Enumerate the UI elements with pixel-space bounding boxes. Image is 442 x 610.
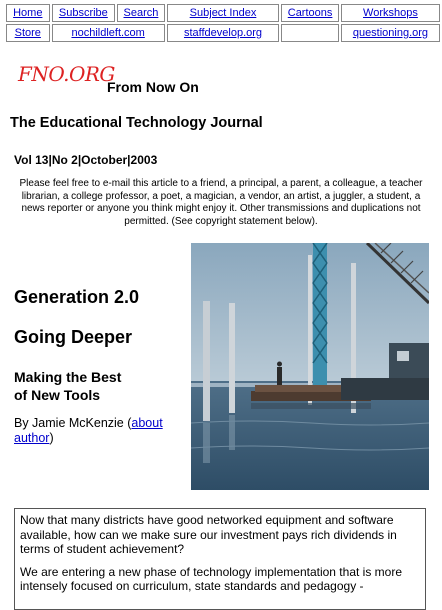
nav-link-subject-index[interactable]: Subject Index: [189, 7, 257, 19]
intro-box: [14, 508, 426, 610]
nav-link-subscribe[interactable]: Subscribe: [58, 7, 108, 19]
nav-cell-subscribe[interactable]: [52, 4, 116, 22]
byline: [14, 416, 184, 446]
intro-paragraph-2: We are entering a new phase of technology implementation that is more intensely focused on curriculum, state standards and pedagogy -: [20, 564, 402, 593]
about-author-link[interactable]: about author: [14, 416, 163, 445]
nav-cell-empty: [281, 24, 339, 42]
nav-link-home[interactable]: Home: [13, 7, 43, 19]
nav-link-staffdevelop[interactable]: staffdevelop.org: [183, 27, 263, 39]
article-tagline: [14, 368, 164, 404]
site-title: From Now On: [107, 79, 199, 95]
article-photo: [191, 243, 429, 490]
nav-cell-store[interactable]: [6, 24, 50, 42]
intro-paragraph-1: Now that many districts have good networked equipment and software available, how can we make sure our investment pays rich dividends in terms of student achievement?: [20, 513, 397, 556]
journal-title: The Educational Technology Journal: [10, 115, 263, 131]
nav-cell-search[interactable]: [117, 4, 165, 22]
nav-cell-workshops[interactable]: [341, 4, 440, 22]
pier-construction-image: [191, 243, 429, 490]
article-subtitle: Going Deeper: [14, 327, 133, 347]
byline-prefix: By Jamie McKenzie (: [14, 416, 132, 430]
nav-link-cartoons[interactable]: Cartoons: [287, 7, 333, 19]
nav-cell-staffdevelop[interactable]: [167, 24, 280, 42]
nav-cell-nochildleft[interactable]: [52, 24, 165, 42]
nav-link-search[interactable]: Search: [123, 7, 159, 19]
nav-link-store[interactable]: Store: [14, 27, 41, 39]
byline-suffix: ): [49, 431, 54, 445]
nav-link-questioning[interactable]: questioning.org: [352, 27, 429, 39]
tagline-line-2: of New Tools: [14, 387, 101, 403]
article-title: Generation 2.0: [14, 287, 140, 307]
issue-line: Vol 13|No 2|October|2003: [14, 153, 158, 167]
fno-logo[interactable]: FNO.ORG: [18, 62, 115, 86]
tagline-line-1: Making the Best: [14, 369, 122, 385]
nav-cell-cartoons[interactable]: [281, 4, 339, 22]
nav-link-nochildleft[interactable]: nochildleft.com: [71, 27, 145, 39]
nav-cell-subject-index[interactable]: [167, 4, 280, 22]
nav-cell-questioning[interactable]: [341, 24, 440, 42]
nav-link-workshops[interactable]: Workshops: [363, 7, 418, 19]
top-navigation: [4, 2, 442, 44]
nav-cell-home[interactable]: [6, 4, 50, 22]
sharing-notice: Please feel free to e-mail this article to a friend, a principal, a parent, a colleague, a teacher librarian, a college professor, a poet, a magician, a vendor, an artist, a juggler, a student, a news reporter or anyone you think might enjoy it. Other transmissions and duplications not permitted. (See copyright statement below).: [19, 178, 423, 227]
